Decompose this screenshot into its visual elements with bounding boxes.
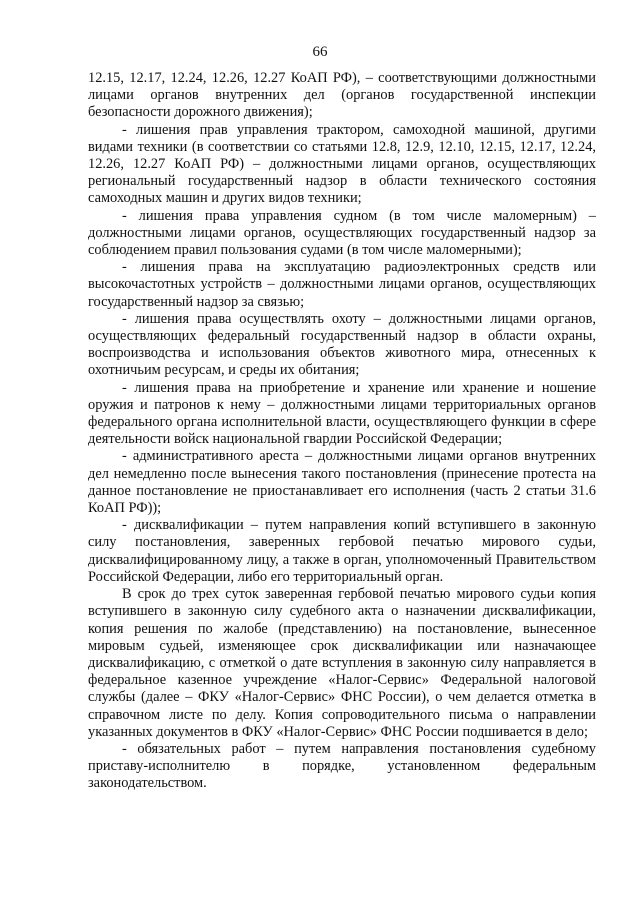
paragraph-7: - административного ареста – должностными лицами органов внутренних дел немедленно после вынесения такого постановления (принесение протеста на данное постановление не приостанавливает его исполнения (часть 2 статьи 31.6 КоАП РФ)); <box>88 448 596 517</box>
paragraph-9: В срок до трех суток заверенная гербовой печатью мирового судьи копия вступившего в законную силу судебного акта о назначении дисквалификации, копия решения по жалобе (представлению) на постановление, вынесенное мировым судьей, изменяющее срок дисквалификации или назначающее дисквалификацию, с отметкой о дате вступления в законную силу направляется в федеральное казенное учреждение «Налог-Сервис» Федеральной налоговой службы (далее – ФКУ «Налог-Сервис» ФНС России), о чем делается отметка в справочном листе по делу. Копия сопроводительного письма о направлении указанных документов в ФКУ «Налог-Сервис» ФНС России подшивается в дело; <box>88 586 596 740</box>
page-number: 66 <box>312 44 328 60</box>
paragraph-1: 12.15, 12.17, 12.24, 12.26, 12.27 КоАП РФ), – соответствующими должностными лицами органов внутренних дел (органов государственной инспекции безопасности дорожного движения); <box>88 70 596 121</box>
paragraph-10: - обязательных работ – путем направления постановления судебному приставу-исполнителю в порядке, установленном федеральным законодательством. <box>88 740 596 792</box>
paragraph-2: - лишения прав управления трактором, самоходной машиной, другими видами техники (в соответствии со статьями 12.8, 12.9, 12.10, 12.15, 12.17, 12.24, 12.26, 12.27 КоАП РФ) – должностными лицами органов, осуществляющих региональный государственный надзор в области технического состояния самоходных машин и других видов техники; <box>88 121 596 207</box>
paragraph-5: - лишения права осуществлять охоту – должностными лицами органов, осуществляющих федеральный государственный надзор в области охраны, воспроизводства и использования объектов животного мира, отнесенных к охотничьим ресурсам, и среды их обитания; <box>88 310 596 379</box>
paragraph-3: - лишения права управления судном (в том числе маломерным) – должностными лицами органов, осуществляющих государственный надзор за соблюдением правил пользования судами (в том числе маломерными); <box>88 207 596 259</box>
paragraph-4: - лишения права на эксплуатацию радиоэлектронных средств или высокочастотных устройств – должностными лицами органов, осуществляющих государственный надзор за связью; <box>88 259 596 310</box>
document-body <box>88 70 596 793</box>
paragraph-8: - дисквалификации – путем направления копий вступившего в законную силу постановления, заверенных гербовой печатью мирового судьи, дисквалифицированному лицу, а также в орган, уполномоченный Правительством Российской Федерации, либо его территориальный орган. <box>88 517 596 585</box>
paragraph-6: - лишения права на приобретение и хранение или хранение и ношение оружия и патронов к нему – должностными лицами территориальных органов федерального органа исполнительной власти, осуществляющего функции в сфере деятельности войск национальной гвардии Российской Федерации; <box>88 379 596 448</box>
